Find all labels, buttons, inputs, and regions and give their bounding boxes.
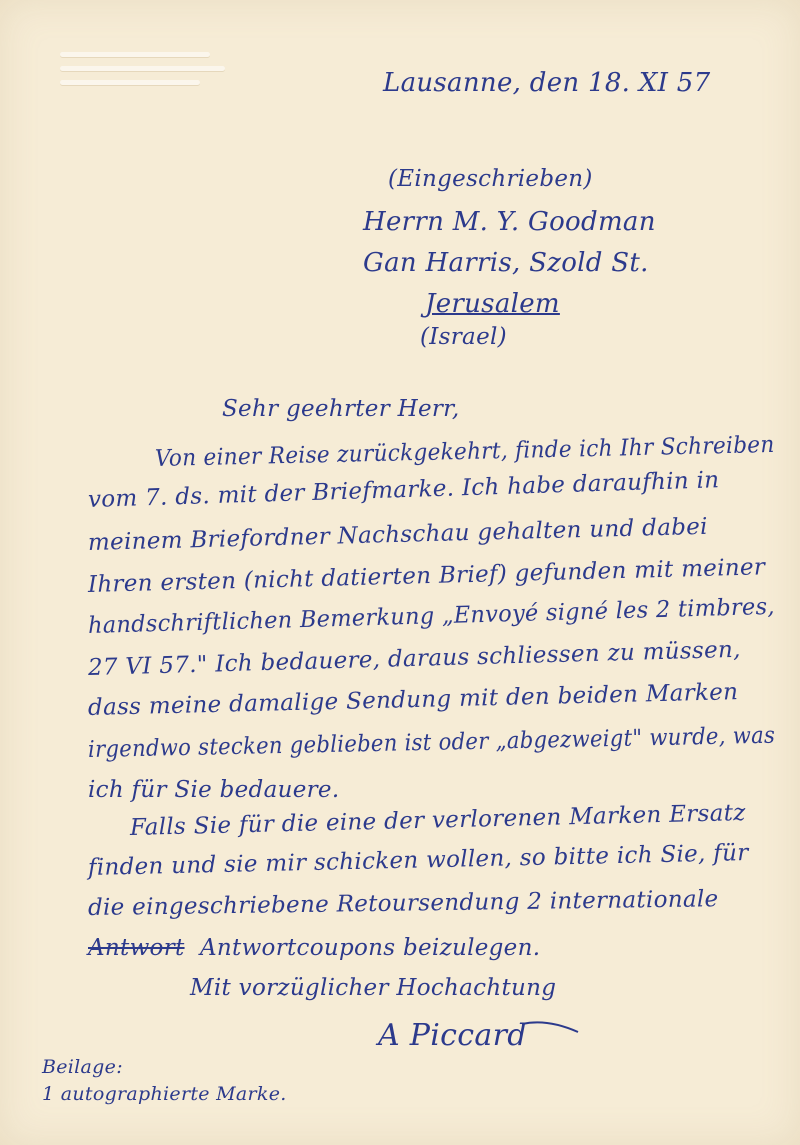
body-line: Ihren ersten (nicht datierten Brief) gefunden mit meiner: [87, 554, 766, 598]
dateline: Lausanne, den 18. XI 57: [383, 68, 711, 98]
body-line: die eingeschriebene Retoursendung 2 internationale: [87, 886, 719, 921]
body-line: finden und sie mir schicken wollen, so bitte ich Sie, für: [87, 840, 749, 881]
closing: Mit vorzüglicher Hochachtung: [190, 975, 557, 1001]
body-line: meinem Briefordner Nachschau gehalten und dabei: [87, 513, 709, 556]
body-line: 27 VI 57." Ich bedauere, daraus schliessen zu müssen,: [87, 636, 742, 681]
address-registered: (Eingeschrieben): [388, 166, 593, 192]
enclosure-label: Beilage:: [42, 1056, 123, 1078]
body-line: Falls Sie für die eine der verlorenen Marken Ersatz: [129, 799, 746, 841]
body-line: Von einer Reise zurückgekehrt, finde ich Ihr Schreiben: [154, 431, 775, 472]
address-country: (Israel): [420, 324, 507, 350]
body-line: handschriftlichen Bemerkung „Envoyé signé les 2 timbres,: [87, 593, 776, 639]
body-line: ich für Sie bedauere.: [88, 777, 340, 803]
signature-flourish: [360, 980, 600, 1060]
signature: A Piccard: [378, 1018, 527, 1053]
body-line: vom 7. ds. mit der Briefmarke. Ich habe daraufhin in: [87, 467, 720, 513]
body-line: Antwortcoupons beizulegen.: [200, 935, 541, 961]
body-line: dass meine damalige Sendung mit den beiden Marken: [87, 679, 739, 721]
salutation: Sehr geehrter Herr,: [222, 396, 460, 422]
embossed-letterhead: [60, 52, 230, 112]
address-name: Herrn M. Y. Goodman: [363, 207, 656, 237]
address-city: Jerusalem: [425, 289, 560, 319]
enclosure-item: 1 autographierte Marke.: [42, 1083, 287, 1105]
body-line: irgendwo stecken geblieben ist oder „abgezweigt" wurde, was: [87, 722, 776, 763]
struck-word: Antwort: [88, 935, 185, 961]
address-street: Gan Harris, Szold St.: [363, 248, 649, 278]
